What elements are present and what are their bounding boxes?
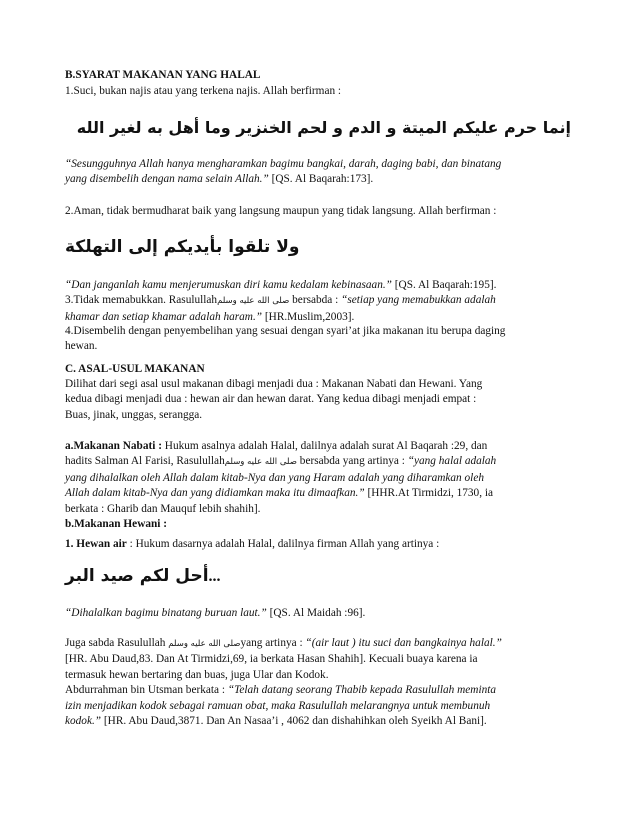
makanan-nabati: a.Makanan Nabati : Hukum asalnya adalah Halal, dalilnya adalah surat Al Baqarah :29, dan hadits Salman Al Farisi, Rasulullahصلى الله عليه وسلم bersabda yang artinya : “yang halal adalah yang dihalalkan oleh Allah dalam kitab-Nya dan yang Haram adalah yang diharamkan oleh Allah dalam kitab-Nya dan yang didiamkan maka itu dimaafkan.” [HHR.At Tirmidzi, 1730, ia berkata : Gharib dan Mauquf lebih shahih]. b.Makanan Hewani : [65,439,570,532]
salawat-text: صلى الله عليه وسلم [217,296,290,307]
section-c-title: C. ASAL-USUL MAKANAN [65,363,205,375]
quote-1-line-2: yang disembelih dengan nama selain Allah.” [65,173,269,186]
arabic-verse-1: إنما حرم عليكم الميتة و الدم و لحم الخنزير وما أهل به لغير الله [76,118,571,137]
item-3-text: 3.Tidak memabukkan. Rasulullah [65,294,218,307]
quote-2-text: “Dan janganlah kamu menjerumuskan diri kamu kedalam kebinasaan.” [65,279,392,291]
hewan-air-label: 1. Hewan air [65,538,127,550]
arabic-verse-2: ولا تلقوا بأيديكم إلى التهلكة [65,237,300,257]
salawat-text: صلى الله عليه وسلم [168,639,241,649]
nabati-label: a.Makanan Nabati : [65,440,162,452]
arabic-verse-3: أحل لكم صيد البر... [65,566,221,586]
item-1: 1.Suci, bukan najis atau yang terkena najis. Allah berfirman : [65,85,342,97]
quote-2-reference: [QS. Al Baqarah:195]. [391,279,497,291]
quote-1-line-1: “Sesungguhnya Allah hanya mengharamkan bagimu bangkai, darah, daging babi, dan binatang [65,158,502,170]
section-c-intro: Dilihat dari segi asal usul makanan dibagi menjadi dua : Makanan Nabati dan Hewani. Yang kedua dibagi menjadi dua : hewan air dan hewan darat. Yang kedua dibagi menjadi empat : Buas, jinak, unggas, serangga. [65,378,483,421]
item-2: 2.Aman, tidak bermudharat baik yang langsung maupun yang tidak langsung. Allah berfirman : [65,205,497,217]
quote-3: “Dihalalkan bagimu binatang buruan laut.” [QS. Al Maidah :96]. [65,607,366,619]
salawat-text: صلى الله عليه وسلم [224,457,297,468]
quote-1 [65,157,570,188]
hewani-label: b.Makanan Hewani : [65,518,168,531]
hewan-air: 1. Hewan air : Hukum dasarnya adalah Halal, dalilnya firman Allah yang artinya : [65,538,440,550]
section-b-title: B.SYARAT MAKANAN YANG HALAL [65,69,261,81]
quote-1-reference: [QS. Al Baqarah:173]. [268,173,374,186]
item-4: 4.Disembelih dengan penyembelihan yang sesuai dengan syari’at jika makanan itu berupa daging hewan. [65,325,506,353]
juga-sabda: Juga sabda Rasulullah صلى الله عليه وسلمyang artinya : “(air laut ) itu suci dan bangkainya halal.” [HR. Abu Daud,83. Dan At Tirmidzi,69, ia berkata Hasan Shahih]. Kecuali buaya karena ia termasuk hewan bertaring dan buas, juga Ular dan Kodok. Abdurrahman bin Utsman berkata : “Telah datang seorang Thabib kepada Rasulullah meminta izin menjadikan kodok sebagai ramuan obat, maka Rasulullah melarangnya untuk membunuh kodok.” [HR. Abu Daud,3871. Dan An Nasaa’i , 4062 dan dishahihkan oleh Syeikh Al Bani]. [65,637,502,728]
quote-2: “Dan janganlah kamu menjerumuskan diri kamu kedalam kebinasaan.” [QS. Al Baqarah:195]. 3.Tidak memabukkan. Rasulullahصلى الله عليه وسلم bersabda : “setiap yang memabukkan adalah khamar dan setiap khamar adalah haram.” [HR.Muslim,2003]. [65,279,497,323]
